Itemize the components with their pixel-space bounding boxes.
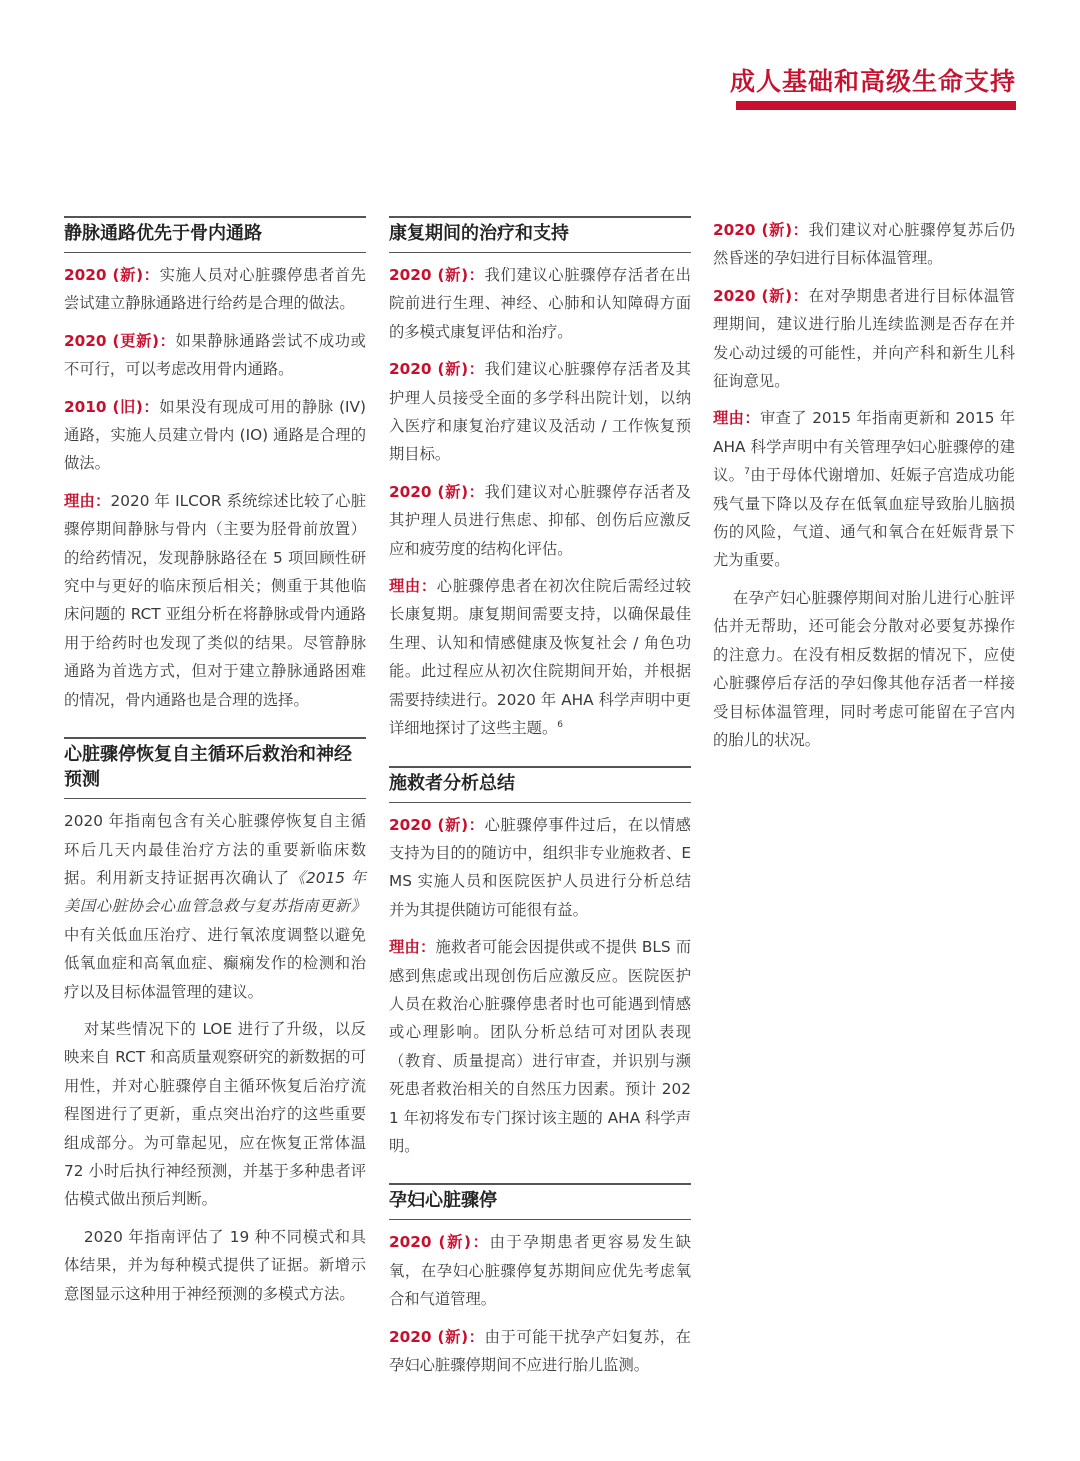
paragraph-text: 如果没有现成可用的静脉 (IV) 通路，实施人员建立骨内 (IO) 通路是合理的做法。 [64, 397, 366, 473]
column-middle [389, 216, 691, 1388]
header-accent-bar [736, 101, 1016, 110]
section-debriefing [389, 766, 691, 1161]
section-title: 心脏骤停恢复自主循环后救治和神经预测 [64, 737, 366, 799]
tag-label: 2020 (新)： [389, 360, 485, 379]
tag-label: 2020 (新)： [389, 482, 485, 501]
paragraph [389, 572, 691, 742]
paragraph: 2020 年指南评估了 19 种不同模式和具体结果，并为每种模式提供了证据。新增示意图显示这种用于神经预测的多模式方法。 [64, 1227, 366, 1303]
paragraph: 在孕产妇心脏骤停期间对胎儿进行心脏评估并无帮助，还可能会分散对必要复苏操作的注意力。在没有相反数据的情况下，应使心脏骤停后存活的孕妇像其他存活者一样接受目标体温管理，同时考虑可能留在子宫内的胎儿的状况。 [713, 588, 1015, 749]
column-left [64, 216, 366, 1317]
tag-label: 理由： [389, 938, 436, 957]
paragraph-text: 由于可能干扰孕产妇复苏，在孕妇心脏骤停期间不应进行胎儿监测。 [389, 1327, 691, 1374]
paragraph [389, 811, 691, 925]
tag-label: 2020 (新)： [389, 1327, 485, 1346]
paragraph-text: 由于母体代谢增加、妊娠子宫造成功能残气量下降以及存在低氧血症导致胎儿脑损伤的风险，气道、通气和氧合在妊娠背景下尤为重要。 [713, 466, 1015, 570]
tag-label: 2020 (新)： [389, 1233, 490, 1252]
paragraph [713, 282, 1015, 396]
paragraph-text: 由于孕期患者更容易发生缺氧，在孕妇心脏骤停复苏期间应优先考虑氧合和气道管理。 [389, 1233, 691, 1309]
paragraph-text: 2020 年指南包含有关心脏骤停恢复自主循环后几天内最佳治疗方法的重要新临床数据。利用新支持证据再次确认了 [64, 812, 366, 887]
guideline-title-italic: 《2015 年美国心脏协会心血管急救与复苏指南更新》 [64, 868, 366, 916]
paragraph-text: 我们建议对心脏骤停复苏后仍然昏迷的孕妇进行目标体温管理。 [713, 221, 1015, 268]
paragraph-text: 2020 年 ILCOR 系统综述比较了心脏骤停期间静脉与骨内（主要为胫骨前放置）的给药情况，发现静脉路径在 5 项回顾性研究中与更好的临床预后相关；侧重于其他临床问题的 RCT 亚组分析在将静脉或骨内通路用于给药时也发现了类似的结果。尽管静脉通路为首选方式，但对于建立静脉通路困难的情况，骨内通路也是合理的选择。 [64, 491, 366, 709]
section-title: 施救者分析总结 [389, 766, 691, 803]
tag-label: 2020 (新)： [713, 286, 809, 305]
paragraph-text: 施救者可能会因提供或不提供 BLS 而感到焦虑或出现创伤后应激反应。医院医护人员在救治心脏骤停患者时也可能遇到情感或心理影响。团队分析总结可对团队表现（教育、质量提高）进行审查，并识别与濒死患者救治相关的自然压力因素。预计 2021 年初将发布专门探讨该主题的 AHA 科学声明。 [389, 938, 691, 1155]
section-iv-vs-io [64, 216, 366, 714]
paragraph [64, 327, 366, 384]
paragraph [713, 216, 1015, 273]
paragraph [389, 478, 691, 563]
tag-label: 理由： [389, 577, 437, 596]
page-header-title: 成人基础和高级生命支持 [729, 67, 1016, 96]
section-recovery [389, 216, 691, 743]
paragraph-text: 中有关低血压治疗、进行氧浓度调整以避免低氧血症和高氧血症、癫痫发作的检测和治疗以及目标体温管理的建议。 [64, 925, 366, 1001]
tag-label: 2020 (新)： [389, 815, 485, 834]
paragraph [64, 261, 366, 318]
paragraph-text: 如果静脉通路尝试不成功或不可行，可以考虑改用骨内通路。 [64, 331, 366, 379]
tag-label: 2020 (新)： [713, 221, 809, 239]
paragraph [713, 404, 1015, 574]
paragraph [389, 355, 691, 469]
paragraph [389, 1323, 691, 1380]
paragraph [389, 261, 691, 346]
paragraph [64, 487, 366, 714]
column-right [713, 216, 1015, 763]
section-post-rosc [64, 737, 366, 1308]
section-title: 静脉通路优先于骨内通路 [64, 216, 366, 253]
paragraph-text: 心脏骤停患者在初次住院后需经过较长康复期。康复期间需要支持，以确保最佳生理、认知和情感健康及恢复社会 / 角色功能。此过程应从初次住院期间开始，并根据需要持续进行。2020 年 AHA 科学声明中更详细地探讨了这些主题。 [389, 577, 691, 738]
paragraph-text: 心脏骤停事件过后，在以情感支持为目的的随访中，组织非专业施救者、EMS 实施人员和医院医护人员进行分析总结并为其提供随访可能很有益。 [389, 815, 691, 919]
paragraph [64, 393, 366, 478]
paragraph-text: 我们建议心脏骤停存活者在出院前进行生理、神经、心肺和认知障碍方面的多模式康复评估和治疗。 [389, 266, 691, 341]
section-title: 康复期间的治疗和支持 [389, 216, 691, 253]
tag-label: 2020 (更新)： [64, 331, 176, 350]
paragraph [389, 933, 691, 1160]
paragraph [389, 1228, 691, 1313]
section-title: 孕妇心脏骤停 [389, 1183, 691, 1220]
paragraph-text: 我们建议心脏骤停存活者及其护理人员接受全面的多学科出院计划，以纳入医疗和康复治疗建议及活动 / 工作恢复预期目标。 [389, 360, 691, 464]
tag-label: 2020 (新)： [64, 266, 160, 284]
paragraph-text: 实施人员对心脏骤停患者首先尝试建立静脉通路进行给药是合理的做法。 [64, 266, 366, 313]
paragraph-text: 审查了 2015 年指南更新和 2015 年 AHA 科学声明中有关管理孕妇心脏骤停的建议。 [713, 409, 1015, 485]
tag-label: 2010 (旧)： [64, 397, 160, 416]
paragraph-text: 在对孕期患者进行目标体温管理期间，建议进行胎儿连续监测是否存在并发心动过缓的可能性，并向产科和新生儿科征询意见。 [713, 286, 1015, 391]
tag-label: 理由： [64, 491, 111, 510]
tag-label: 2020 (新)： [389, 266, 485, 284]
paragraph-text: 我们建议对心脏骤停存活者及其护理人员进行焦虑、抑郁、创伤后应激反应和疲劳度的结构化评估。 [389, 482, 691, 558]
section-pregnancy [389, 1183, 691, 1379]
paragraph [64, 807, 366, 1006]
paragraph: 对某些情况下的 LOE 进行了升级，以反映来自 RCT 和高质量观察研究的新数据的可用性，并对心脏骤停自主循环恢复后治疗流程图进行了更新，重点突出治疗的这些重要组成部分。为可靠起见，应在恢复正常体温 72 小时后执行神经预测，并基于多种患者评估模式做出预后判断。 [64, 1019, 366, 1209]
reference-number: 6 [557, 720, 564, 730]
tag-label: 理由： [713, 409, 760, 428]
reference-number: 7 [744, 467, 750, 478]
